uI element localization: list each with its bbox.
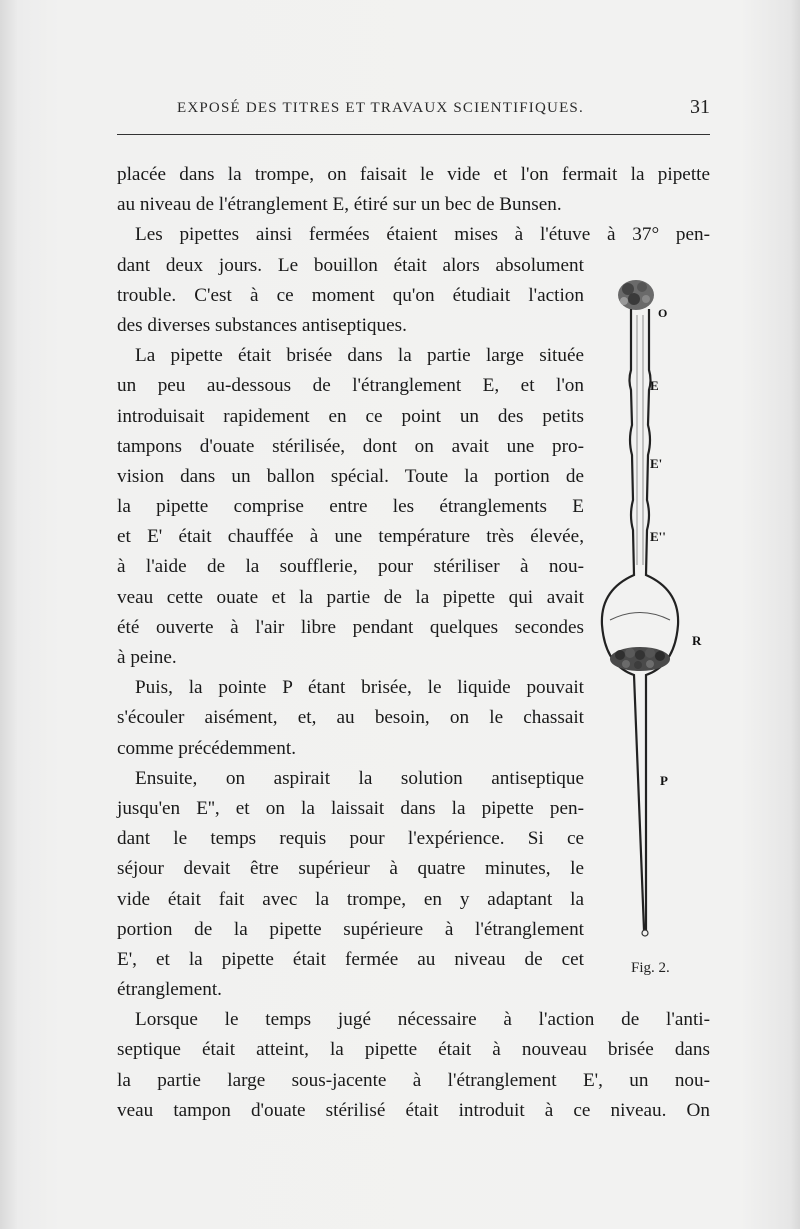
text-line: au niveau de l'étranglement E, étiré sur un bec de Bunsen.	[117, 194, 562, 216]
running-title: EXPOSÉ DES TITRES ET TRAVAUX SCIENTIFIQUES.	[177, 100, 584, 116]
text-line: Les pipettes ainsi fermées étaient mises à l'étuve à 37° pen-	[135, 224, 710, 246]
text-line: tampons d'ouate stérilisée, dont on avait une pro-	[117, 435, 584, 457]
label-o: O	[658, 306, 668, 320]
text-line: placée dans la trompe, on faisait le vide et l'on fermait la pipette	[117, 164, 710, 185]
text-line: la pipette comprise entre les étranglements E	[117, 496, 584, 518]
text-line: La pipette était brisée dans la partie large située	[135, 345, 584, 367]
text-line: introduisait rapidement en ce point un des petits	[117, 405, 584, 427]
text-line: à l'aide de la soufflerie, pour stériliser à nou-	[117, 556, 584, 578]
label-e: E	[650, 378, 659, 393]
text-line: s'écouler aisément, et, au besoin, on le chassait	[117, 707, 584, 729]
text-line: séjour devait être supérieur à quatre minutes, le	[117, 858, 584, 880]
page-header	[117, 96, 710, 126]
text-line: un peu au-dessous de l'étranglement E, et l'on	[117, 375, 584, 397]
text-line: la partie large sous-jacente à l'étranglement E', un nou-	[117, 1069, 710, 1091]
pipette-tube-illustration	[602, 309, 678, 930]
label-p: P	[660, 773, 668, 788]
text-line: dant deux jours. Le bouillon était alors absolument	[117, 254, 584, 276]
header-rule	[117, 134, 710, 135]
bulb-beads-illustration	[610, 647, 670, 671]
text-line: Lorsque le temps jugé nécessaire à l'action de l'anti-	[135, 1009, 710, 1031]
label-e-double-prime: E''	[650, 529, 666, 544]
text-line: portion de la pipette supérieure à l'étranglement	[117, 918, 584, 940]
pipette-figure	[590, 275, 720, 975]
text-line: à peine.	[117, 647, 177, 668]
text-line: vision dans un ballon spécial. Toute la portion de	[117, 465, 584, 487]
text-line: Ensuite, on aspirait la solution antiseptique	[135, 767, 584, 789]
text-line: des diverses substances antiseptiques.	[117, 314, 407, 336]
text-line: été ouverte à l'air libre pendant quelques secondes	[117, 616, 584, 638]
page-number: 31	[690, 96, 710, 118]
text-line: étranglement.	[117, 979, 222, 1001]
figure-caption: Fig. 2.	[631, 960, 670, 976]
text-line: veau cette ouate et la partie de la pipette qui avait	[117, 586, 584, 608]
text-line: et E' était chauffée à une température très élevée,	[117, 526, 584, 548]
text-line: trouble. C'est à ce moment qu'on étudiait l'action	[117, 284, 584, 306]
text-line: septique était atteint, la pipette était à nouveau brisée dans	[117, 1039, 710, 1061]
text-line: E', et la pipette était fermée au niveau de cet	[117, 948, 584, 970]
cotton-plug-illustration	[618, 280, 654, 310]
text-line: Puis, la pointe P étant brisée, le liquide pouvait	[135, 677, 584, 699]
label-r: R	[692, 633, 702, 648]
text-line: veau tampon d'ouate stérilisé était introduit à ce niveau. On	[117, 1099, 710, 1121]
text-line: jusqu'en E'', et on la laissait dans la pipette pen-	[117, 797, 584, 819]
text-line: dant le temps requis pour l'expérience. Si ce	[117, 828, 584, 850]
text-line: comme précédemment.	[117, 737, 297, 759]
text-line: vide était fait avec la trompe, en y adaptant la	[117, 888, 584, 910]
label-e-prime: E'	[650, 456, 663, 471]
